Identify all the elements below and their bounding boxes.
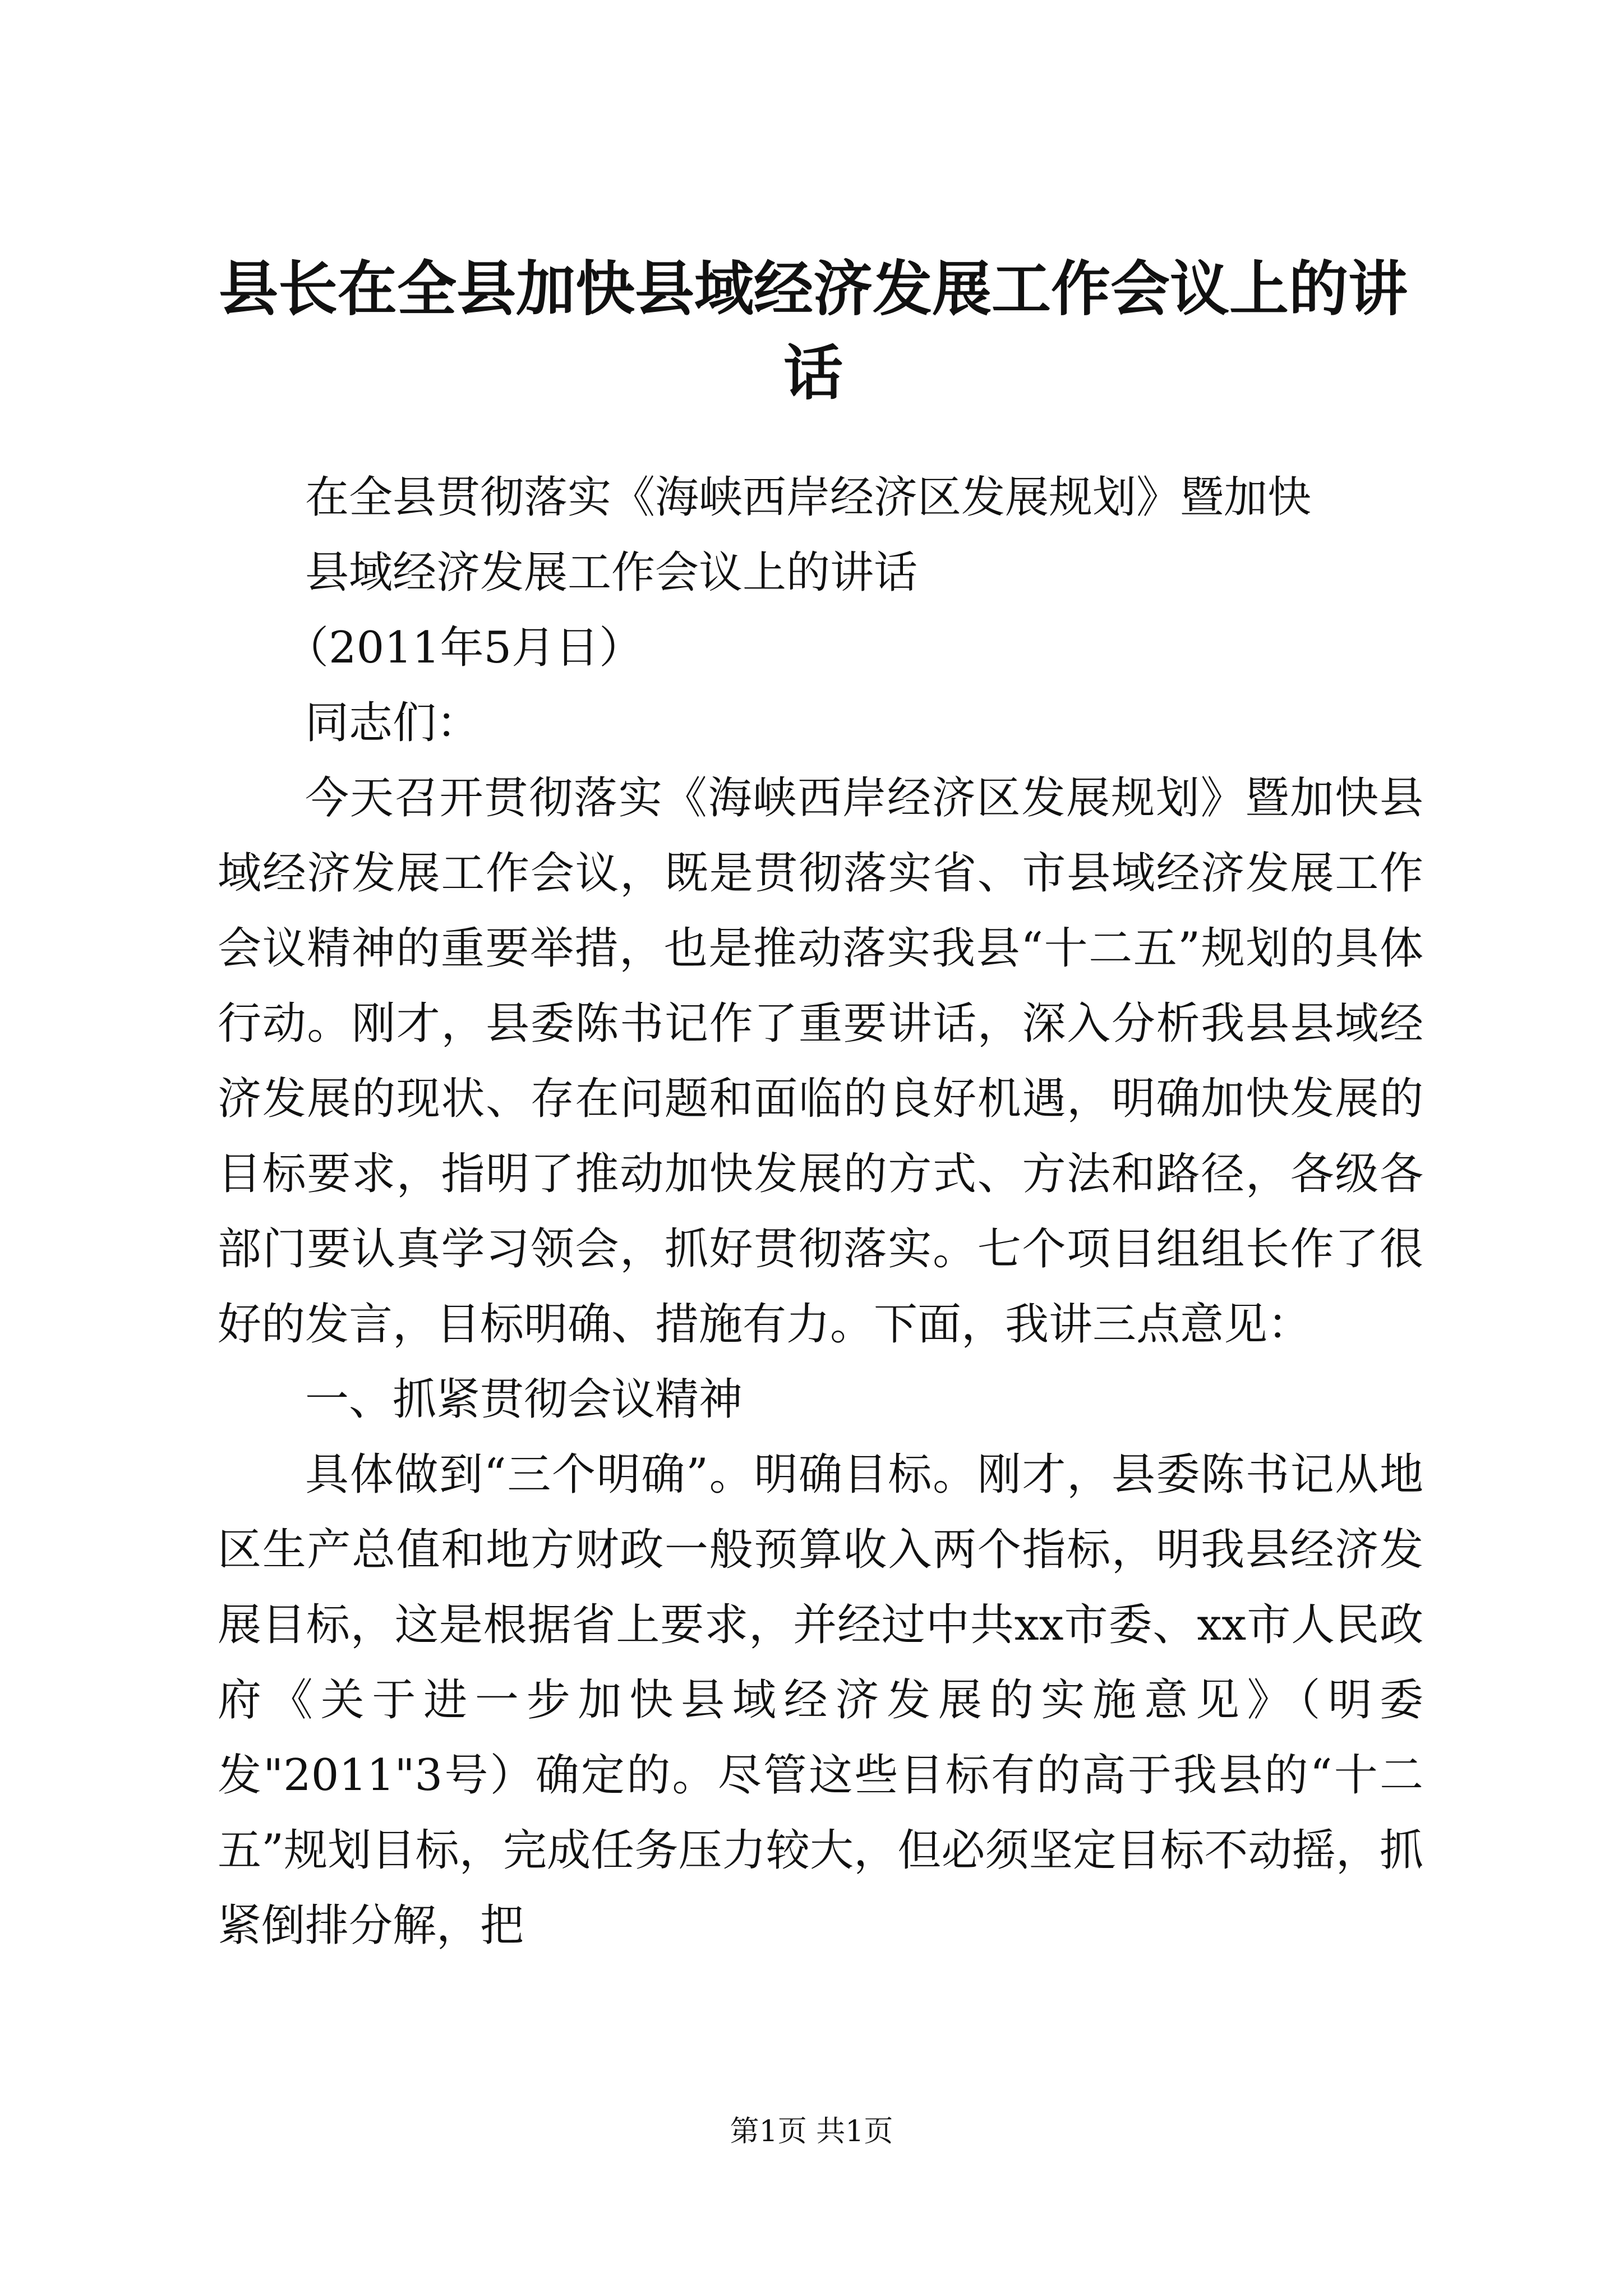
page-title: 县长在全县加快县域经济发展工作会议上的讲话 [219,254,1408,408]
subtitle-line-1: 在全县贯彻落实《海峡西岸经济区发展规划》暨加快 [305,472,1312,523]
page-footer: 第1页 共1页 [730,2115,893,2148]
salutation: 同志们： [305,698,481,748]
body-paragraph: 今天召开贯彻落实《海峡西岸经济区发展规划》暨加快县域经济发展工作会议，既是贯彻落实省、市县域经济发展工作会议精神的重要举措，也是推动落实我县“十二五”规划的具体行动。刚才，县委陈书记作了重要讲话，深入分析我县县域经济发展的现状、存在问题和面临的良好机遇，明确加快发展的目标要求，指明了推动加快发展的方式、方法和路径，各级各部门要认真学习领会，抓好贯彻落实。七个项目组组长作了很好的发言，目标明确、措施有力。下面，我讲三点意见： [218,773,1423,1350]
body-paragraph: 具体做到“三个明确”。明确目标。刚才，县委陈书记从地区生产总值和地方财政一般预算收入两个指标，明我县经济发展目标，这是根据省上要求，并经过中共xx市委、xx市人民政府《关于进一步加快县域经济发展的实施意见》（明委发"2011"3号）确定的。尽管这些目标有的高于我县的“十二五”规划目标，完成任务压力较大，但必须坚定目标不动摇，抓紧倒排分解，把 [218,1450,1423,1951]
document-body [218,460,1423,1963]
speech-date: （2011年5月日） [285,623,643,673]
subtitle-line-2: 县域经济发展工作会议上的讲话 [305,547,918,598]
section-heading: 一、抓紧贯彻会议精神 [305,1374,743,1425]
